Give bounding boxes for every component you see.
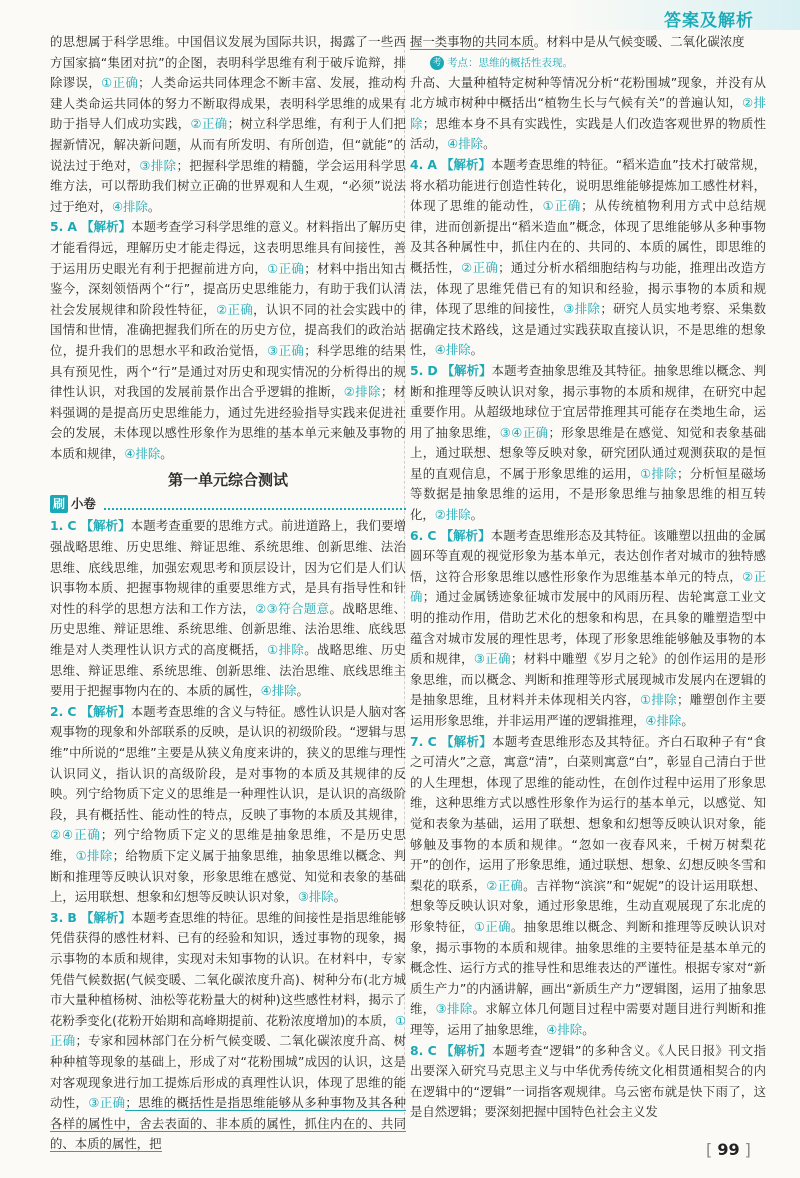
answer-item-4: 4. A 【解析】本题考查思维的特征。“稻米造血”技术打破常规，将水稻功能进行创造性转化，说明思维能够提炼加工感性材料，体现了思维的能动性，①正确；从传统植物利用方式中总结规律，进而创新提出“稻米造血”概念，体现了思维能够从多种事物及其各种属性中，抓住内在的、共同的、本质的属性，即思维的概括性，②正确；通过分析水稻细胞结构与功能，推理出改造方法，体现了思维凭借已有的知识和经验，揭示事物的本质和规律，体现了思维的间接性，③排除；研究人员实地考察、采集数据确定技术路线，这是通过实践获取直接认识，不是思维的想象性，④排除。 bbox=[410, 156, 767, 358]
answer-item-5-right: 5. D 【解析】本题考查抽象思维及其特征。抽象思维以概念、判断和推理等反映认识对象，揭示事物的本质和规律，在研究中起重要作用。从超级地球位于宜居带推理其可能存在类地生命，运用了抽象思维，③④正确；形象思维是在感觉、知觉和表象基础上，通过联想、想象等反映对象，研究团队通过观测获取的是恒星的直观信息，不属于形象思维的运用，①排除；分析恒星磁场等数据是抽象思维的运用，不是形象思维与抽象思维的相互转化，②排除。 bbox=[410, 362, 767, 523]
answer-item-2: 2. C 【解析】本题考查思维的含义与特征。感性认识是人脑对客观事物的现象和外部联系的反映，是认识的初级阶段。“逻辑与思维”中所说的“思维”主要是从狭义角度来讲的，狭义的思维与理性认识同义，指认识的高级阶段，是对事物的本质及其规律的反映。列宁给物质下定义的思维是一种理性认识，是认识的高级阶段，具有概括性、能动性的特点，反映了事物的本质及其规律，②④正确；列宁给物质下定义的思维是抽象思维，不是历史思维，①排除；给物质下定义属于抽象思维，抽象思维以概念、判断和推理等反映认识对象，形象思维在感觉、知觉和表象的基础上，运用联想、想象和幻想等反映认识对象，③排除。 bbox=[50, 703, 407, 905]
paragraph-continued: 的思想属于科学思维。中国倡议发展为国际共识，揭露了一些西方国家搞“集团对抗”的企图，表明科学思维有利于破斥诡辩，排除谬误，①正确；人类命运共同体理念不断丰富、发展，推动构建人类命运共同体的努力不断取得成果，表明科学思维的成果有助于指导人们成功实践，②正确；树立科学思维，有利于人们把握新情况，解决新问题，从而有所发明、有所创造，但“就能”的说法过于绝对，③排除；把握科学思维的精髓，学会运用科学思维方法，可以帮助我们树立正确的世界观和人生观，“必须”说法过于绝对，④排除。 bbox=[50, 34, 407, 214]
right-column bbox=[410, 32, 766, 1123]
answer-item-6: 6. C 【解析】本题考查思维形态及其特征。该雕塑以扭曲的金属圆环等直观的视觉形象为基本单元，表达创作者对城市的独特感悟，这符合形象思维以感性形象作为思维基本单元的特点，②正确；通过金属锈迹象征城市发展中的风雨历程、齿轮寓意工业文明的推动作用，借助艺术化的想象和构思，在具象的雕塑造型中蕴含对城市发展的理性思考，体现了形象思维能够触及事物的本质和规律，③正确；材料中雕塑《岁月之轮》的创作运用的是形象思维，而以概念、判断和推理等形式展现城市发展内在逻辑的是抽象思维，且材料并未体现相关内容，①排除；雕塑创作主要运用形象思维，并非运用严谨的逻辑推理，④排除。 bbox=[410, 527, 767, 728]
answer-item-7: 7. C 【解析】本题考查思维形态及其特征。齐白石取种子有“食之可清火”之意，寓意“清”，白菜则寓意“白”，彰显自己清白于世的人生理想，体现了思维的能动性，在创作过程中运用了形象思维，这种思维方式以感性形象作为运行的基本单元，以感觉、知觉和表象为基础，运用了联想、想象和幻想等反映认识对象，能够触及事物的本质和规律。“忽如一夜春风来，千树万树梨花开”的创作，运用了形象思维，通过联想、想象、幻想反映冬雪和梨花的联系，②正确。吉祥物“滨滨”和“妮妮”的设计运用联想、想象等反映认识对象，通过形象思维，生动直观展现了东北虎的形象特征，①正确。抽象思维以概念、判断和推理等反映认识对象，揭示事物的本质和规律。抽象思维的主要特征是基本单元的概念性、运行方式的推导性和思维表达的严谨性。根据专家对“新质生产力”的内涵讲解，画出“新质生产力”逻辑图，运用了抽象思维，③排除。求解立体几何题目过程中需要对题目进行判断和推理等，运用了抽象思维，④排除。 bbox=[410, 733, 767, 1037]
answer-item-5: 5. A 【解析】本题考查学习科学思维的意义。材料指出了解历史才能看得远，理解历史才能走得远，这表明思维具有间接性，善于运用历史眼光有利于把握前进方向，①正确；材料中指出知古鉴今，深刻领悟两个“行”，提高历史思维能力，有助于我们认清社会发展规律和阶段性特征，②正确，认识不同的社会实践中的国情和世情，准确把握我们所在的历史方位，提高我们的政治站位，提升我们的思想水平和政治觉悟，③正确；科学思维的结果具有预见性，两个“行”是通过对历史和现实情况的分析得出的规律性认识，对我国的发展前景作出合乎逻辑的推断，②排除；材料强调的是提高历史思维能力，通过先进经验指导实践来促进社会的发展，未体现以感性形象作为思维的基本单元来触及事物的本质和规律，④排除。 bbox=[50, 219, 407, 461]
kaodian-text: 思维的概括性表现。 bbox=[478, 56, 573, 69]
section-title: 第一单元综合测试 bbox=[167, 471, 288, 490]
kaodian-note bbox=[430, 55, 766, 71]
header-bar bbox=[0, 0, 800, 30]
header-title: 答案及解析 bbox=[664, 11, 754, 31]
answer-item-8: 8. C 【解析】本题考查“逻辑”的多种含义。《人民日报》刊文指出要深入研究马克思主义与中华优秀传统文化相贯通相契合的内在逻辑中的“逻辑”一词指客观规律。乌云密布就是快下雨了，这是自然逻辑；要深刻把握中国特色社会主义发 bbox=[410, 1042, 766, 1120]
dotted-rule bbox=[104, 498, 406, 510]
xiaojuan-box: 刷 bbox=[50, 495, 68, 513]
answer-item-1: 1. C 【解析】本题考查重要的思维方式。前进道路上，我们要增强战略思维、历史思维、辩证思维、系统思维、创新思维、法治思维、底线思维，加强宏观思考和顶层设计，因为它们是人们认识事物本质、把握事物规律的重要思维方式，是具有指导性和针对性的科学的思想方法和工作方法，②③符合题意。战略思维、历史思维、辩证思维、系统思维、创新思维、法治思维、底线思维是对人类理性认识方式的高度概括，①排除。战略思维、历史思维、辩证思维、系统思维、创新思维、法治思维、底线思维主要用于把握事物内在的、本质的属性，④排除。 bbox=[50, 518, 407, 699]
kaodian-icon: 考 bbox=[430, 56, 444, 70]
paragraph-continued-right-2: 升高、大量种植特定树种等情况分析“花粉围城”现象，并没有从北方城市树种中概括出“植物生长与气候有关”的普遍认知，②排除；思维本身不具有实践性，实践是人们改造客观世界的物质性活动，④排除。 bbox=[410, 74, 767, 152]
xiaojuan-banner bbox=[50, 494, 406, 514]
page-number: [ 99 ] bbox=[706, 1140, 751, 1159]
xiaojuan-label: 小卷 bbox=[71, 496, 96, 512]
left-column bbox=[50, 32, 406, 1155]
answer-item-3: 3. B 【解析】本题考查思维的特征。思维的间接性是指思维能够凭借获得的感性材料、已有的经验和知识，透过事物的现象，揭示事物的本质和规律，实现对未知事物的认识。在材料中，专家凭借气候数据(气候变暖、二氧化碳浓度升高)、树种分布(北方城市大量种植杨树、油松等花粉量大的树种)这些感性材料，揭示了花粉季变化(花粉开始期和高峰期提前、花粉浓度增加)的本质，①正确；专家和园林部门在分析气候变暖、二氧化碳浓度升高、树种种植等现象的基础上，形成了对“花粉围城”成因的认识，这是对客观现象进行加工提炼后形成的真理性认识，体现了思维的能动性，③正确；思维的概括性是指思维能够从多种事物及其各种各样的属性中，舍去表面的、非本质的属性，抓住内在的、共同的、本质的属性，把 bbox=[50, 909, 407, 1152]
paragraph-continued-right: 握一类事物的共同本质。材料中是从气候变暖、二氧化碳浓度 bbox=[410, 34, 745, 49]
kaodian-label: 考点： bbox=[447, 56, 479, 69]
